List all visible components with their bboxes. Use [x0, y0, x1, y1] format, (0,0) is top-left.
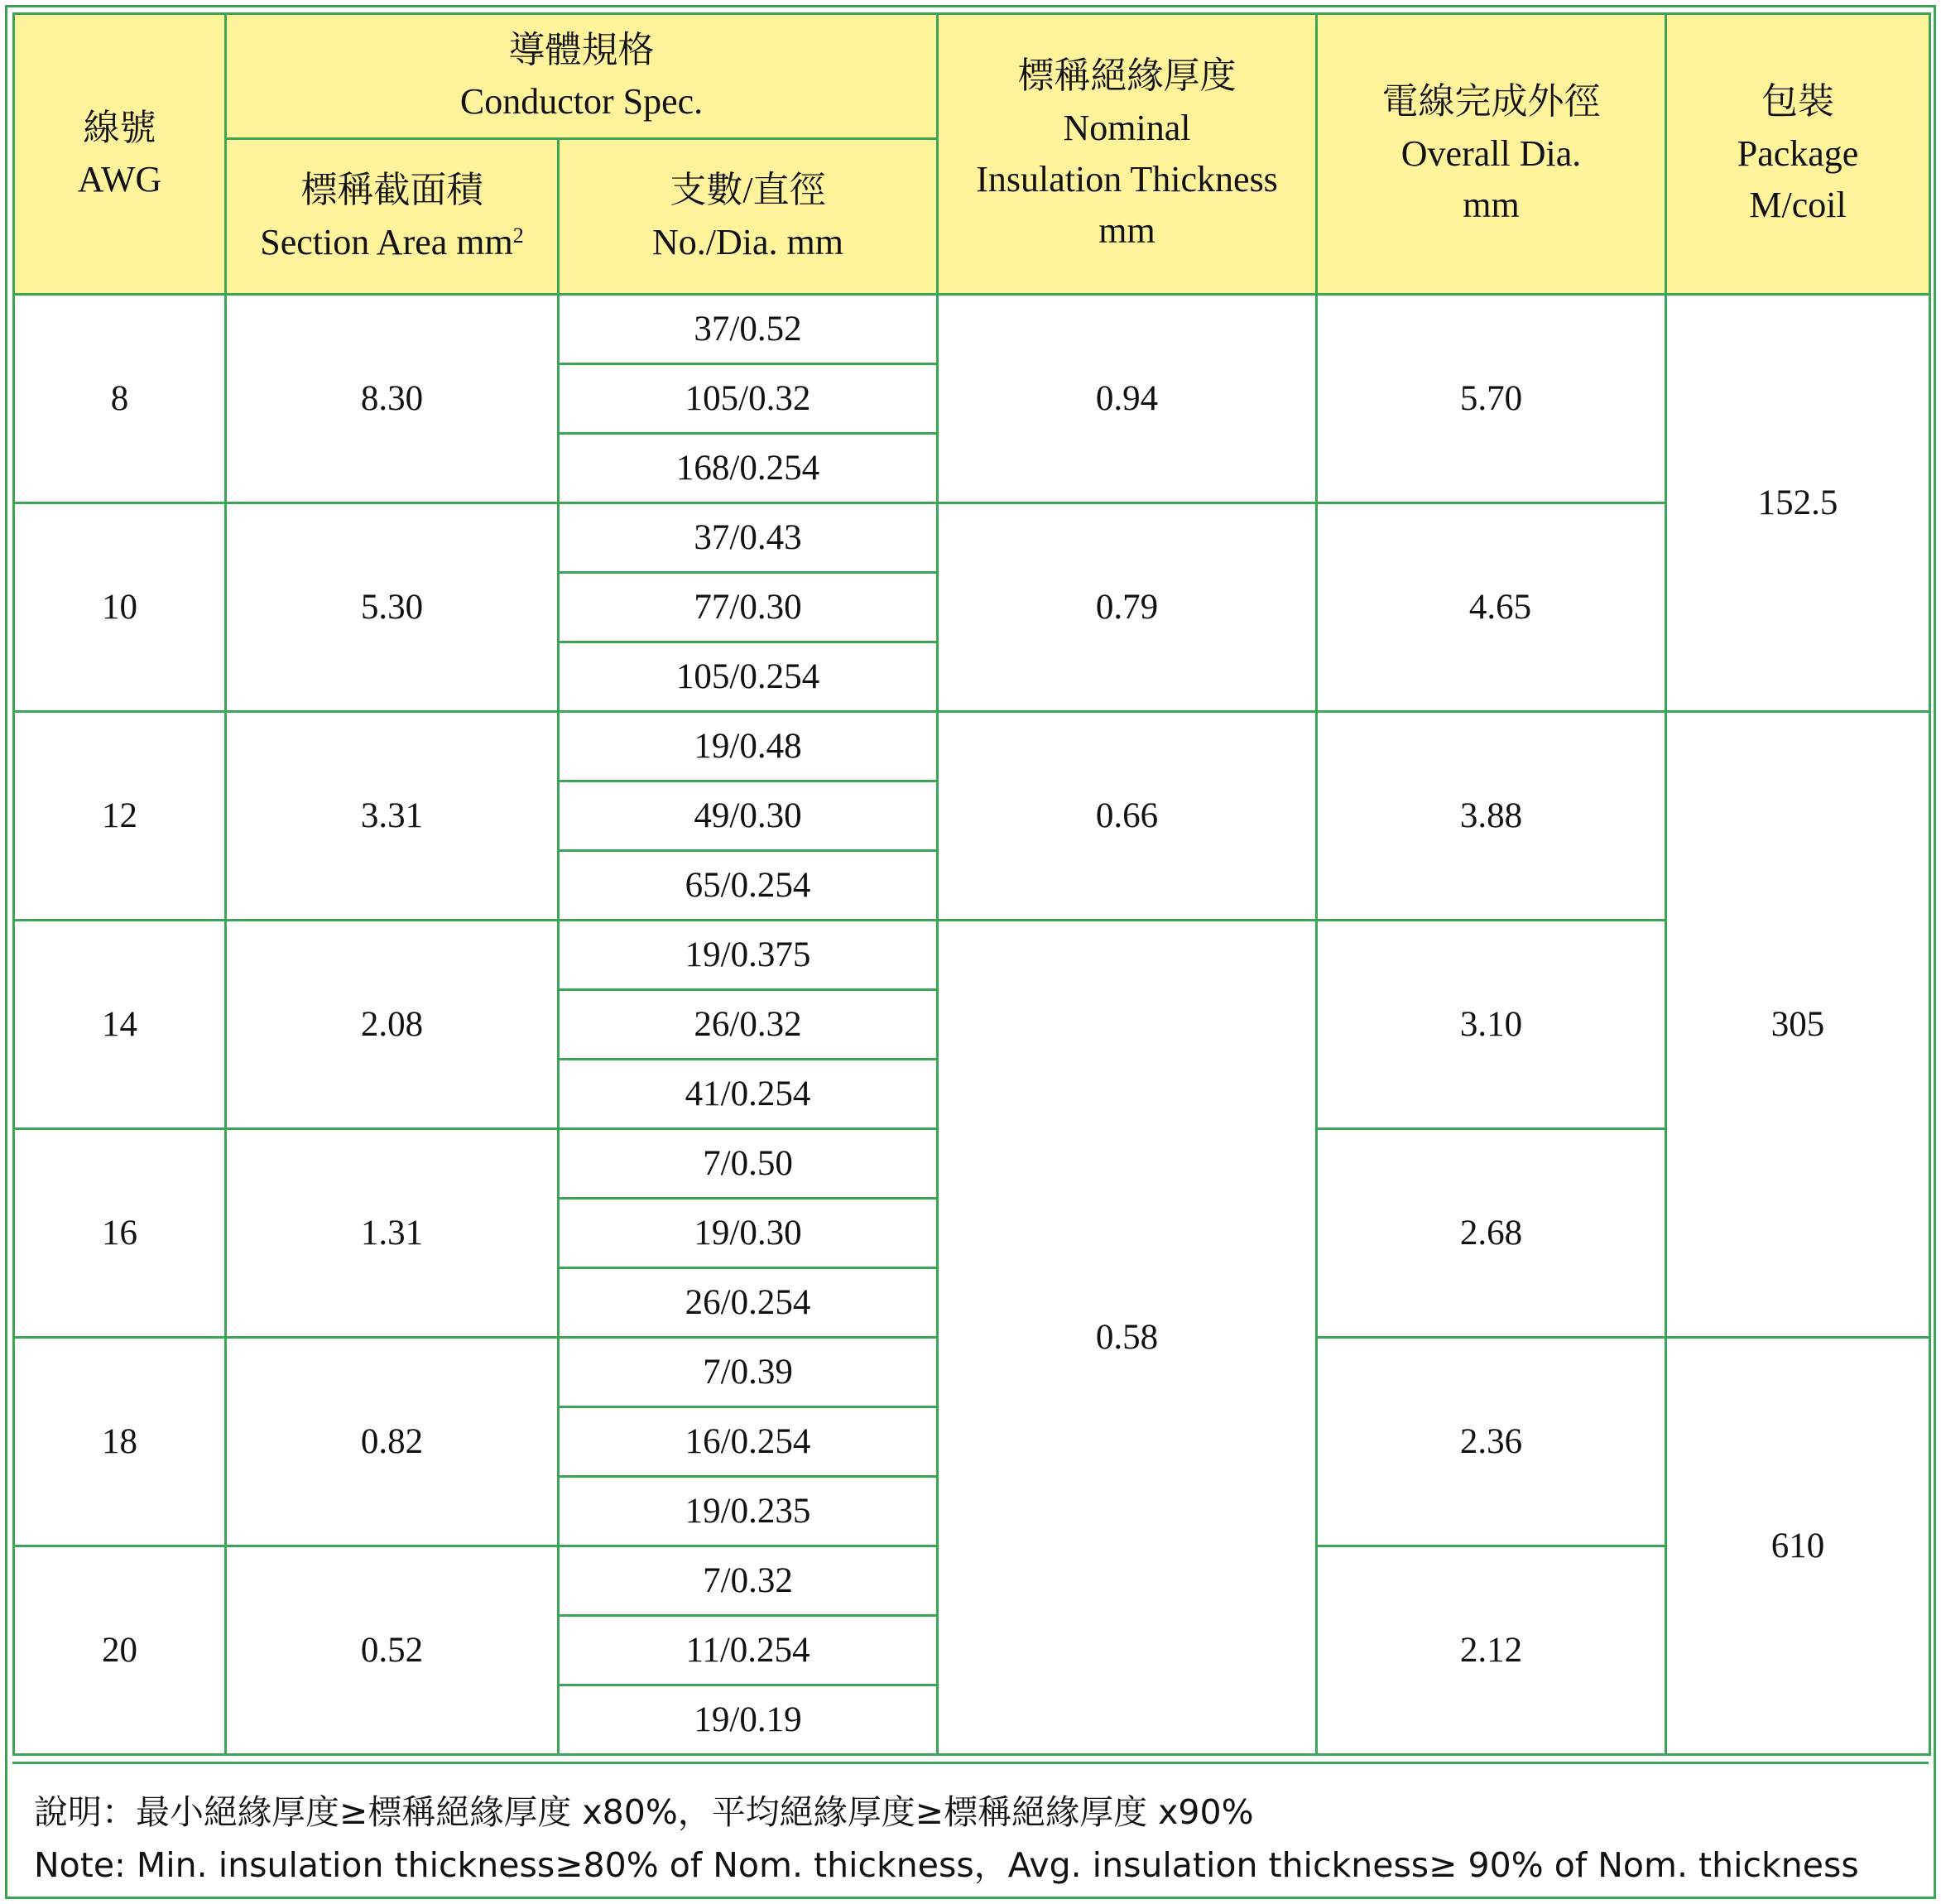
header-package [1666, 14, 1930, 295]
header-section-area-en [227, 217, 557, 268]
awg-cell: 10 [14, 503, 226, 712]
strand-cell: 65/0.254 [559, 851, 938, 921]
area-cell: 0.52 [226, 1546, 559, 1755]
overall-dia-cell: 3.10 [1317, 921, 1666, 1129]
wire-spec-table [12, 12, 1931, 1756]
header-overall-zh: 電線完成外徑 [1381, 81, 1601, 123]
header-awg-zh: 線號 [83, 107, 156, 148]
strand-cell: 105/0.32 [559, 364, 938, 434]
header-section-area-en-text: Section Area mm [260, 221, 513, 262]
overall-dia-cell: 2.68 [1317, 1129, 1666, 1338]
header-no-dia-en: No./Dia. mm [652, 221, 843, 262]
header-insulation-thickness [938, 14, 1317, 295]
strand-cell: 26/0.254 [559, 1268, 938, 1338]
header-package-en2: M/coil [1749, 185, 1847, 226]
strand-cell: 19/0.375 [559, 921, 938, 990]
insulation-cell: 0.94 [938, 295, 1317, 503]
strand-cell: 37/0.52 [559, 295, 938, 364]
note-en: Note: Min. insulation thickness≥80% of Nom. thickness，Avg. insulation thickness≥ 90% of Nom. thickness [34, 1845, 1859, 1885]
awg-cell: 18 [14, 1338, 226, 1546]
strand-cell: 7/0.50 [559, 1129, 938, 1199]
area-cell: 3.31 [226, 712, 559, 921]
package-cell: 610 [1666, 1338, 1930, 1755]
area-cell: 1.31 [226, 1129, 559, 1338]
header-conductor-spec [226, 14, 938, 139]
insulation-cell: 0.58 [938, 921, 1317, 1755]
strand-cell: 168/0.254 [559, 434, 938, 503]
awg-cell: 8 [14, 295, 226, 503]
header-no-dia-zh: 支數/直徑 [670, 170, 826, 211]
awg-cell: 14 [14, 921, 226, 1129]
package-cell: 305 [1666, 712, 1930, 1338]
area-cell: 5.30 [226, 503, 559, 712]
overall-dia-cell: 3.88 [1317, 712, 1666, 921]
strand-cell: 19/0.48 [559, 712, 938, 781]
strand-cell: 49/0.30 [559, 781, 938, 851]
strand-cell: 77/0.30 [559, 573, 938, 642]
strand-cell: 19/0.235 [559, 1477, 938, 1546]
header-package-en1: Package [1737, 132, 1859, 174]
header-conductor-en: Conductor Spec. [459, 81, 704, 122]
awg-cell: 20 [14, 1546, 226, 1755]
area-cell: 2.08 [226, 921, 559, 1129]
header-overall-dia [1317, 14, 1666, 295]
overall-dia-cell: 2.12 [1317, 1546, 1666, 1755]
header-overall-en2: mm [1463, 185, 1520, 226]
overall-dia-cell: 4.65 [1317, 503, 1666, 712]
overall-dia-cell: 5.70 [1317, 295, 1666, 503]
header-section-area [226, 139, 559, 295]
strand-cell: 7/0.39 [559, 1338, 938, 1407]
header-insulation-en3: mm [1098, 210, 1155, 252]
header-awg-en: AWG [77, 159, 162, 200]
strand-cell: 105/0.254 [559, 642, 938, 712]
header-section-area-sup: 2 [512, 223, 524, 248]
header-no-dia [559, 139, 938, 295]
strand-cell: 11/0.254 [559, 1616, 938, 1685]
header-overall-en1: Overall Dia. [1400, 132, 1582, 174]
area-cell: 8.30 [226, 295, 559, 503]
strand-cell: 19/0.19 [559, 1685, 938, 1755]
note-zh: 說明：最小絕緣厚度≥標稱絕緣厚度 x80%，平均絕緣厚度≥標稱絕緣厚度 x90% [34, 1792, 1254, 1832]
header-insulation-zh: 標稱絕緣厚度 [1017, 55, 1237, 97]
strand-cell: 16/0.254 [559, 1407, 938, 1477]
area-cell: 0.82 [226, 1338, 559, 1546]
strand-cell: 26/0.32 [559, 990, 938, 1060]
strand-cell: 19/0.30 [559, 1199, 938, 1268]
awg-cell: 16 [14, 1129, 226, 1338]
header-section-area-zh: 標稱截面積 [300, 170, 483, 211]
package-cell: 152.5 [1666, 295, 1930, 712]
overall-dia-cell: 2.36 [1317, 1338, 1666, 1546]
header-awg [14, 14, 226, 295]
insulation-cell: 0.79 [938, 503, 1317, 712]
insulation-cell: 0.66 [938, 712, 1317, 921]
strand-cell: 37/0.43 [559, 503, 938, 573]
strand-cell: 7/0.32 [559, 1546, 938, 1616]
header-conductor-zh: 導體規格 [508, 29, 655, 70]
header-insulation-en2: Insulation Thickness [976, 159, 1278, 200]
strand-cell: 41/0.254 [559, 1060, 938, 1129]
awg-cell: 12 [14, 712, 226, 921]
header-package-zh: 包裝 [1761, 81, 1835, 123]
header-insulation-en1: Nominal [1063, 107, 1191, 148]
table-note [12, 1762, 1929, 1894]
